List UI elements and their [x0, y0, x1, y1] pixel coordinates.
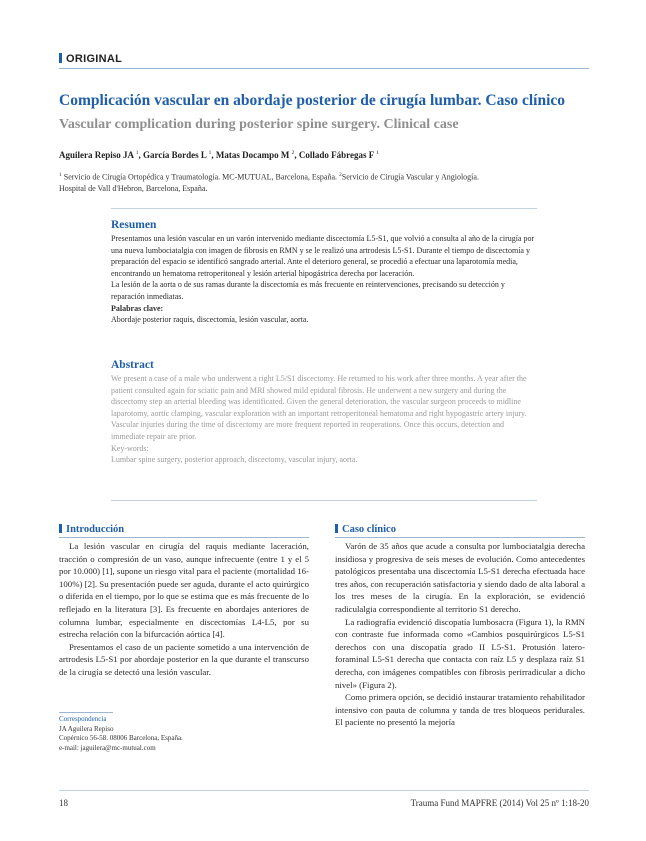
author-name: Matas Docampo M — [215, 150, 290, 160]
affiliation-sup: 2 — [339, 172, 342, 178]
footer-rule — [59, 790, 589, 791]
affiliation-sup: 1 — [59, 172, 62, 178]
introduccion-heading — [59, 524, 309, 538]
section-bar-marker — [59, 53, 62, 63]
author-name: Aguilera Repiso JA — [59, 150, 134, 160]
body-paragraph: La radiografía evidenció discopatía lumbosacra (Figura 1), la RMN con contraste fue informada como «Cambios posquirúrgicos L5-S1 derechos con una discopatía grado II L5-S1. Protusión latero-foraminal L5-S1 derecha que contacta con raíz L5 y desplaza raíz S1 derecha, con imágenes compatibles con fibrosis perirradicular a dicho nivel» (Figura 2). — [335, 616, 585, 690]
author-separator: , — [138, 150, 141, 160]
author-separator: , — [211, 150, 214, 160]
caso-clinico-heading — [335, 524, 585, 538]
author-affiliation-sup: 1 — [135, 150, 139, 156]
resumen-paragraph: Presentamos una lesión vascular en un varón intervenido mediante discectomía L5-S1, que volvió a consulta al año de la cirugía por una nueva lumbociatalgia con imagen de fibrosis en RMN y se le realizó una artrodesis L5-S1. Durante el tiempo de discectomía y preparación del espacio se identificó sangrado arterial. Ante el deterioro general, se procedió a efectuar una laparotomía media, encontrando un hematoma retroperitoneal y lesión arterial hipogástrica derecha por laceración. — [111, 234, 535, 278]
article-title-english: Vascular complication during posterior spine surgery. Clinical case — [59, 117, 459, 132]
author-name: Collado Fábregas F — [298, 150, 374, 160]
abstract-block — [111, 359, 537, 466]
section-label-text: ORIGINAL — [66, 53, 123, 65]
abstract-bottom-rule — [111, 500, 537, 501]
body-paragraph: La lesión vascular en cirugía del raquis mediante laceración, tracción o compresión de un vaso, aunque infrecuente (entre 1 y el 5 por 10.000) [1], supone un riesgo vital para el paciente (mortalidad 16-100%) [2]. Su presentación puede ser aguda, durante el acto quirúrgico o diferida en el tiempo, por lo que se estima que es más frecuente de lo reflejado en la literatura [3]. Es frecuente en abordajes anteriores de columna lumbar, especialmente en discectomías L4-L5, por su estrecha relación con la bifurcación aórtica [4]. — [59, 541, 309, 640]
journal-citation: Trauma Fund MAPFRE (2014) Vol 25 nº 1:18-20 — [410, 798, 589, 808]
caso-clinico-heading-text: Caso clínico — [342, 524, 396, 535]
affiliation-text: Servicio de Cirugía Ortopédica y Traumatología. MC-MUTUAL, Barcelona, España. — [63, 172, 338, 182]
affiliation-text: Hospital de Vall d'Hebron, Barcelona, España. — [59, 184, 208, 194]
correspondence-rule — [59, 712, 113, 713]
affiliations — [59, 170, 591, 195]
abstract-keywords: Lumbar spine surgery, posterior approach, discectomy, vascular injury, aorta. — [111, 455, 358, 465]
resumen-paragraph: La lesión de la aorta o de sus ramas durante la discectomía es más frecuente en reintervenciones, precisando su detección y reparación inmediatas. — [111, 280, 505, 301]
author-list — [59, 150, 599, 160]
section-label — [59, 53, 589, 69]
author-affiliation-sup: 2 — [291, 150, 295, 156]
body-paragraph: Presentamos el caso de un paciente sometido a una intervención de artrodesis L5-S1 por abordaje posterior en la que durante el transcurso de la cirugía se detectó una lesión vascular. — [59, 641, 309, 677]
correspondence-address: Copérnico 56-58. 08006 Barcelona, España. — [59, 734, 183, 742]
resumen-keywords-label: Palabras clave: — [111, 303, 164, 313]
introduccion-section — [59, 524, 309, 679]
introduccion-heading-text: Introducción — [66, 524, 125, 535]
abstract-paragraph: Vascular injuries during the time of discectomy are more frequent reported in reoperations. Once this occurs, detection and immediate repair are prior. — [111, 420, 504, 441]
resumen-block — [111, 219, 537, 326]
abstract-heading: Abstract — [111, 359, 154, 371]
heading-bar-marker — [59, 524, 62, 533]
resumen-heading: Resumen — [111, 219, 157, 231]
author-affiliation-sup: 1 — [376, 150, 379, 156]
caso-clinico-section — [335, 524, 585, 729]
correspondence-name: JA Aguilera Repiso — [59, 724, 114, 733]
resumen-keywords: Abordaje posterior raquis, discectomía, lesión vascular, aorta. — [111, 315, 309, 325]
correspondence-block — [59, 712, 309, 753]
author-affiliation-sup: 1 — [208, 150, 212, 156]
correspondence-heading: Correspondencia — [59, 715, 107, 723]
correspondence-email[interactable]: e-mail: jaguilera@mc-mutual.com — [59, 743, 156, 752]
author-separator: , — [294, 150, 297, 160]
body-paragraph: Varón de 35 años que acude a consulta por lumbociatalgia derecha insidiosa y progresiva de seis meses de evolución. Como antecedentes patológicos presentaba una discectomía L5-S1 derecha efectuada hace tres años, con recuperación satisfactoria y siendo dado de alta laboral a los tres meses de la cirugía. En la exploración, se evidenció radiculalgia correspondiente al territorio S1 derecho. — [335, 541, 585, 614]
article-title-spanish: Complicación vascular en abordaje posterior de cirugía lumbar. Caso clínico — [59, 92, 566, 109]
page-number: 18 — [59, 798, 68, 808]
abstract-paragraph: We present a case of a male who underwent a right L5/S1 discectomy. He returned to his work after three months. A year after the patient consulted again for sciatic pain and MRI showed mild epidural fibrosis. He underwent a new surgery and during the discectomy step an arterial bleeding was identificated. Given the general deterioration, the vascular surgeon proceeds to midline laparotomy, aortic clamping, vascular exploration with an important retroperitoneal hematoma and right hypogastric artery injury. — [111, 374, 527, 418]
abstract-keywords-label: Key-words: — [111, 443, 149, 453]
author-name: García Bordes L — [143, 150, 207, 160]
body-paragraph: Como primera opción, se decidió instaurar tratamiento rehabilitador intensivo con pauta de columna y tanda de tres bloqueos peridurales. El paciente no presentó la mejoría — [335, 692, 585, 728]
abstract-top-rule — [111, 208, 537, 209]
heading-bar-marker — [335, 524, 338, 533]
affiliation-text: Servicio de Cirugía Vascular y Angiología. — [341, 172, 479, 182]
